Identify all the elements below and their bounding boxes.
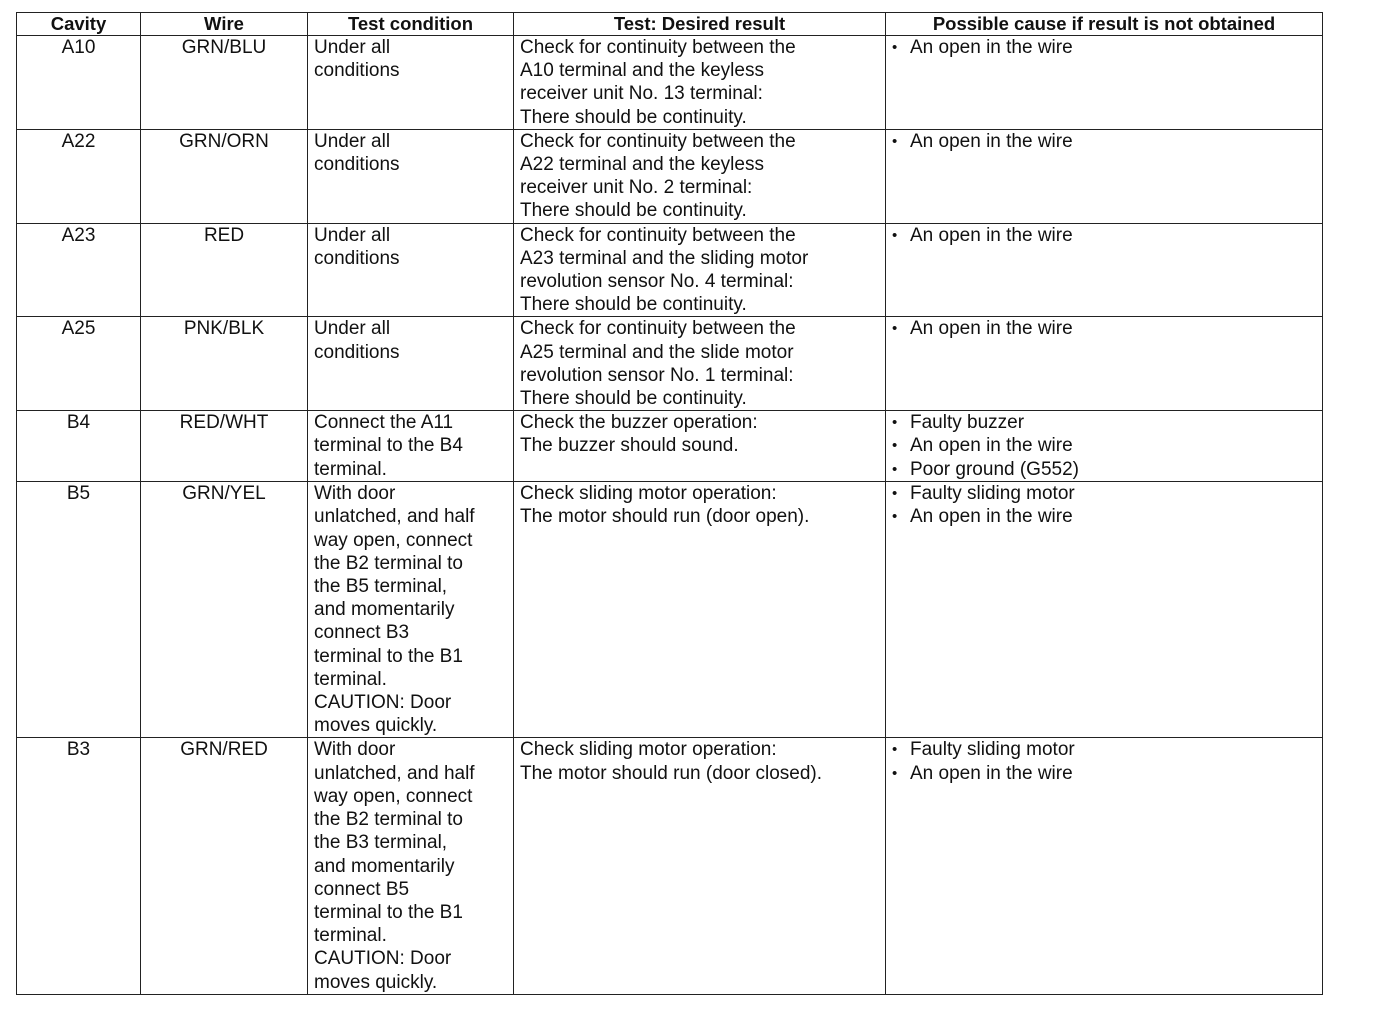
wire-cell: GRN/RED <box>141 738 308 994</box>
test-condition-text: Under all conditions <box>314 318 400 363</box>
cavity-cell: A10 <box>17 36 141 130</box>
table-row <box>17 36 1323 130</box>
desired-result-cell <box>514 223 886 317</box>
cause-list <box>892 317 1316 340</box>
cavity-cell: A23 <box>17 223 141 317</box>
cause-item: • An open in the wire <box>892 434 1316 457</box>
cavity-cell: A22 <box>17 129 141 223</box>
cause-item: • An open in the wire <box>892 317 1316 340</box>
table-row <box>17 411 1323 482</box>
header-test-condition: Test condition <box>308 13 514 36</box>
troubleshooting-table <box>16 12 1323 995</box>
test-condition-cell <box>308 482 514 738</box>
table-row <box>17 738 1323 994</box>
desired-result-text: Check the buzzer operation: The buzzer should sound. <box>520 412 758 457</box>
test-condition-text: Under all conditions <box>314 37 400 82</box>
desired-result-text: Check for continuity between the A25 terminal and the slide motor revolution sensor No. 1 terminal: There should be continuity. <box>520 318 796 410</box>
wire-cell: GRN/ORN <box>141 129 308 223</box>
possible-cause-cell <box>886 223 1323 317</box>
test-condition-text: Connect the A11 terminal to the B4 terminal. <box>314 412 463 480</box>
desired-result-text: Check for continuity between the A22 terminal and the keyless receiver unit No. 2 terminal: There should be continuity. <box>520 130 796 222</box>
cause-list <box>892 130 1316 153</box>
cause-item: • An open in the wire <box>892 130 1316 153</box>
test-condition-cell <box>308 411 514 482</box>
table-row <box>17 223 1323 317</box>
table-row <box>17 129 1323 223</box>
desired-result-text: Check for continuity between the A10 terminal and the keyless receiver unit No. 13 terminal: There should be continuity. <box>520 37 796 128</box>
table-row <box>17 317 1323 411</box>
wire-cell: GRN/YEL <box>141 482 308 738</box>
cavity-cell: A25 <box>17 317 141 411</box>
possible-cause-cell <box>886 738 1323 994</box>
wire-cell: PNK/BLK <box>141 317 308 411</box>
test-condition-cell <box>308 738 514 994</box>
desired-result-cell <box>514 36 886 130</box>
desired-result-text: Check sliding motor operation: The motor should run (door open). <box>520 483 810 528</box>
possible-cause-cell <box>886 129 1323 223</box>
test-condition-text: Under all conditions <box>314 224 400 269</box>
cause-item: • Faulty sliding motor <box>892 738 1316 761</box>
desired-result-text: Check sliding motor operation: The motor should run (door closed). <box>520 739 823 784</box>
cause-item: • An open in the wire <box>892 762 1316 785</box>
possible-cause-cell <box>886 36 1323 130</box>
cause-list <box>892 36 1316 59</box>
cause-list <box>892 224 1316 247</box>
cavity-cell: B4 <box>17 411 141 482</box>
possible-cause-cell <box>886 411 1323 482</box>
test-condition-cell <box>308 317 514 411</box>
test-condition-cell <box>308 129 514 223</box>
header-desired-result: Test: Desired result <box>514 13 886 36</box>
wire-cell: RED <box>141 223 308 317</box>
possible-cause-cell <box>886 482 1323 738</box>
header-possible-cause: Possible cause if result is not obtained <box>886 13 1323 36</box>
test-condition-text: With door unlatched, and half way open, connect the B2 terminal to the B5 terminal, and momentarily connect B3 terminal to the B1 terminal. CAUTION: Door moves quickly. <box>314 483 475 737</box>
wire-cell: RED/WHT <box>141 411 308 482</box>
desired-result-cell <box>514 317 886 411</box>
cavity-cell: B5 <box>17 482 141 738</box>
cause-list <box>892 482 1316 528</box>
table-row <box>17 482 1323 738</box>
desired-result-cell <box>514 738 886 994</box>
possible-cause-cell <box>886 317 1323 411</box>
header-cavity: Cavity <box>17 13 141 36</box>
table-header-row <box>17 13 1323 36</box>
header-wire: Wire <box>141 13 308 36</box>
desired-result-text: Check for continuity between the A23 terminal and the sliding motor revolution sensor No. 4 terminal: There should be continuity. <box>520 224 809 316</box>
cause-list <box>892 411 1316 481</box>
desired-result-cell <box>514 411 886 482</box>
cause-item: • Faulty sliding motor <box>892 482 1316 505</box>
test-condition-cell <box>308 36 514 130</box>
desired-result-cell <box>514 129 886 223</box>
test-condition-cell <box>308 223 514 317</box>
cause-list <box>892 738 1316 784</box>
test-condition-text: Under all conditions <box>314 130 400 176</box>
cause-item: • An open in the wire <box>892 505 1316 528</box>
cause-item: • Faulty buzzer <box>892 411 1316 434</box>
cause-item: • An open in the wire <box>892 36 1316 59</box>
cause-item: • Poor ground (G552) <box>892 458 1316 481</box>
desired-result-cell <box>514 482 886 738</box>
cause-item: • An open in the wire <box>892 224 1316 247</box>
wire-cell: GRN/BLU <box>141 36 308 130</box>
cavity-cell: B3 <box>17 738 141 994</box>
test-condition-text: With door unlatched, and half way open, connect the B2 terminal to the B3 terminal, and momentarily connect B5 terminal to the B1 terminal. CAUTION: Door moves quickly. <box>314 739 475 993</box>
